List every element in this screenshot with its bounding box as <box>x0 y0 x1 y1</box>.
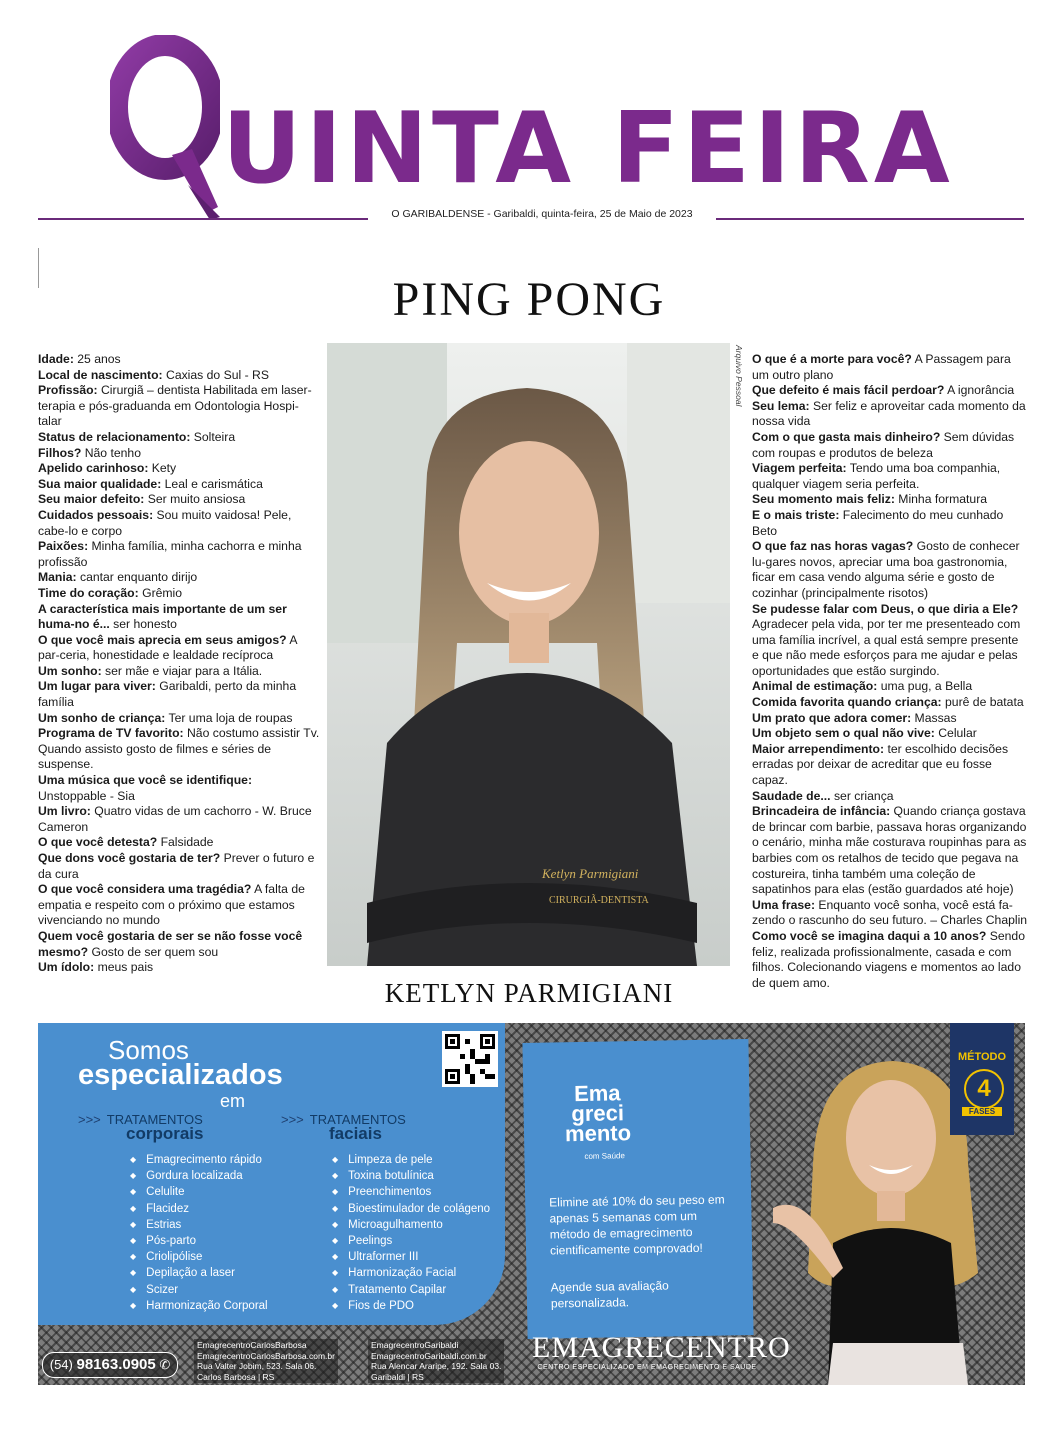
ad-contact-bar <box>38 1325 505 1385</box>
answer-text: Sendo feliz, realizada profissionalmente, casada e com filhos. Colecionando viagens e momentos ao lado de quem amo. <box>752 928 1025 990</box>
answer-text: Celular <box>934 726 977 741</box>
poster-body: Elimine até 10% do seu peso em apenas 5 semanas com um método de emagrecimento cientificamente comprovado! <box>549 1192 725 1258</box>
contact2-address: Rua Alencar Araripe, 192. Sala 03. <box>371 1361 502 1371</box>
question-label: Um lugar para viver: <box>38 679 156 694</box>
ad-list-item: ◆ Ultraformer III <box>332 1249 490 1265</box>
poster-subtitle: com Saúde <box>584 1151 625 1161</box>
answer-text: Sou muito vaidosa! Pele, cabe-lo e corpo <box>38 507 292 538</box>
ad-poster <box>522 1039 753 1339</box>
ad-list-item: ◆ Peelings <box>332 1233 490 1249</box>
question-label: Um livro: <box>38 804 91 819</box>
ad-list-item: ◆ Preenchimentos <box>332 1184 490 1200</box>
answer-text: 25 anos <box>73 352 121 366</box>
interview-item <box>752 492 1028 508</box>
answer-text: Gosto de conhecer lu-gares novos, apreciar uma boa gastronomia, ficar em casa vendo alguma série e gosto de cozinhar (principalmente risotos) <box>752 539 1020 600</box>
brand-logo: EMAGRECENTRO <box>532 1331 791 1364</box>
answer-text: purê de batata <box>941 695 1024 710</box>
question-label: O que faz nas horas vagas? <box>752 539 914 554</box>
answer-text: Não costumo assistir Tv. Quando assisto gosto de filmes e séries de suspense. <box>38 726 320 772</box>
interview-item <box>752 679 1028 695</box>
interview-item <box>752 508 1028 539</box>
section-title: PING PONG <box>392 273 666 326</box>
question-label: Seu momento mais feliz: <box>752 492 895 507</box>
ad-somos: Somos <box>108 1035 189 1065</box>
question-label: Que defeito é mais fácil perdoar? <box>752 383 945 398</box>
answer-text: Prever o futuro e da cura <box>38 851 315 881</box>
contact-carlos-barbosa <box>194 1339 338 1383</box>
question-label: Viagem perfeita: <box>752 461 847 476</box>
question-label: Seu maior defeito: <box>38 492 145 507</box>
answer-text: Solteira <box>190 429 236 444</box>
uniform-role-text: CIRURGIÃ-DENTISTA <box>549 895 649 906</box>
question-label: Um ídolo: <box>38 960 95 975</box>
answer-text: Unstoppable - Sia <box>38 788 135 803</box>
photo-credit: Arquivo Pessoal <box>734 345 744 407</box>
answer-text: Falsidade <box>157 835 214 850</box>
interview-item <box>752 383 1028 399</box>
question-label: Cuidados pessoais: <box>38 507 154 522</box>
answer-text: Tendo uma boa companhia, qualquer viagem seria perfeita. <box>752 461 1001 491</box>
question-label: Uma frase: <box>752 897 815 912</box>
contact1-city: Carlos Barbosa | RS <box>197 1371 275 1382</box>
question-label: Status de relacionamento: <box>38 429 191 444</box>
interview-item <box>752 461 1028 492</box>
answer-text: uma pug, a Bella <box>877 679 973 694</box>
ad-list-item: ◆ Microagulhamento <box>332 1217 490 1233</box>
question-label: O que você considera uma tragédia? <box>38 882 252 897</box>
poster-title: Ema greci mento <box>564 1080 632 1147</box>
question-label: Idade: <box>38 352 74 366</box>
question-label: Animal de estimação: <box>752 679 878 694</box>
answer-text: Não tenho <box>81 445 141 460</box>
interview-item <box>38 492 320 508</box>
interview-item <box>752 602 1028 680</box>
answer-text: Falecimento do meu cunhado Beto <box>752 507 1004 538</box>
interview-item <box>752 430 1028 461</box>
interview-item <box>38 352 320 368</box>
answer-text: ser mãe e viajar para a Itália. <box>101 663 263 678</box>
answer-text: Sem dúvidas com roupas e produtos de beleza <box>752 429 1015 460</box>
interview-item <box>38 664 320 680</box>
answer-text: A falta de empatia e respeito com o próximo que estamos vivenciando no mundo <box>38 882 305 928</box>
masthead-word-quinta: UINTA <box>222 92 576 206</box>
ad-list-item: ◆ Depilação a laser <box>130 1265 268 1281</box>
interview-item <box>752 789 1028 805</box>
answer-text: Agradecer pela vida, por ter me presenteado com uma família incrível, a qual está sempre presente e que não mede esforços para me ajudar e pelas oportunidades que estão surgindo. <box>752 617 1021 678</box>
interview-item <box>38 461 320 477</box>
contact1-address: Rua Valter Jobim, 523. Sala 06. <box>197 1361 317 1371</box>
answer-text: Quando criança gostava de brincar com barbie, passava horas organizando o cenário, minha mãe costurava roupinhas para as barbies com os retalhos de tecido que pegava na costureira, tinha também uma coleção de sapatinhos para elas (estão guardados até hoje) <box>752 804 1027 897</box>
question-label: O que você mais aprecia em seus amigos? <box>38 632 287 647</box>
contact1-website[interactable]: EmagrecentroCarlosBarbosa.com.br <box>197 1350 335 1361</box>
answer-text: Ser muito ansiosa <box>144 492 246 507</box>
question-label: Um sonho de criança: <box>38 710 166 725</box>
question-label: Uma música que você se identifique: <box>38 773 253 788</box>
whatsapp-phone[interactable]: (54) 98163.0905 ✆ <box>42 1352 178 1378</box>
ad-especializados: especializados <box>78 1059 283 1091</box>
answer-text: Massas <box>911 710 957 725</box>
answer-text: Enquanto você sonha, você está fa-zendo o rascunho do seu futuro. – Charles Chaplin <box>752 897 1028 928</box>
answer-text: Leal e carismática <box>161 476 263 491</box>
question-label: Que dons você gostaria de ter? <box>38 851 221 865</box>
interview-item <box>38 602 320 633</box>
question-label: Seu lema: <box>752 398 810 413</box>
ad-list-item: ◆ Bioestimulador de colágeno <box>332 1201 490 1217</box>
ad-list-item: ◆ Flacidez <box>130 1201 268 1217</box>
question-label: Comida favorita quando criança: <box>752 695 942 710</box>
ad-list-item: ◆ Gordura localizada <box>130 1168 268 1184</box>
answer-text: Grêmio <box>138 585 183 600</box>
ad-heading-faciais: >>> TRATAMENTOS faciais <box>281 1112 406 1143</box>
answer-text: A par-ceria, honestidade e lealdade recíproca <box>38 632 297 663</box>
interview-item <box>38 929 320 960</box>
interview-item <box>38 679 320 710</box>
interview-item <box>752 742 1028 789</box>
interview-item <box>38 633 320 664</box>
ad-list-item: ◆ Tratamento Capilar <box>332 1282 490 1298</box>
question-label: Profissão: <box>38 383 98 398</box>
interview-item <box>752 898 1028 929</box>
answer-text: cantar enquanto dirijo <box>76 570 198 585</box>
question-label: Local de nascimento: <box>38 367 163 382</box>
ad-list-item: ◆ Emagrecimento rápido <box>130 1152 268 1168</box>
dateline: O GARIBALDENSE - Garibaldi, quinta-feira, 25 de Maio de 2023 <box>391 208 693 220</box>
interview-item <box>38 960 320 976</box>
question-label: A característica mais importante de um ser huma-no é... <box>38 601 287 632</box>
answer-text: Kety <box>148 461 177 476</box>
interview-item <box>752 726 1028 742</box>
portrait-photo <box>327 343 730 966</box>
question-label: Com o que gasta mais dinheiro? <box>752 429 941 444</box>
answer-text: Caxias do Sul - RS <box>162 367 269 382</box>
ad-list-item: ◆ Celulite <box>130 1184 268 1200</box>
ad-list-corporais <box>130 1152 268 1314</box>
answer-text: Cirurgiã – dentista Habilitada em laser-terapia e pós-graduanda em Odontologia Hospi-talar <box>38 383 312 429</box>
ad-list-item: ◆ Scizer <box>130 1282 268 1298</box>
contact2-instagram[interactable]: EmagrecentroGaribaldi <box>371 1340 459 1350</box>
interview-item <box>752 711 1028 727</box>
question-label: Apelido carinhoso: <box>38 461 149 476</box>
interview-item <box>752 695 1028 711</box>
masthead-rule-right <box>716 218 1024 220</box>
question-label: O que é a morte para você? <box>752 352 912 366</box>
answer-text: Garibaldi, perto da minha família <box>38 679 297 710</box>
masthead <box>0 0 1058 250</box>
masthead-rule-left <box>38 218 368 220</box>
uniform-name-text: Ketlyn Parmigiani <box>542 866 639 881</box>
interview-item <box>38 430 320 446</box>
interview-item <box>752 352 1028 383</box>
question-label: Se pudesse falar com Deus, o que diria a Ele? <box>752 601 1019 616</box>
ad-list-item: ◆ Toxina botulínica <box>332 1168 490 1184</box>
answer-text: Gosto de ser quem sou <box>88 944 219 959</box>
answer-text: ser criança <box>830 788 894 803</box>
ad-list-item: ◆ Criolipólise <box>130 1249 268 1265</box>
masthead-word-feira: FEIRA <box>612 92 954 206</box>
interview-item <box>38 851 320 882</box>
question-label: Quem você gostaria de ser se não fosse você mesmo? <box>38 928 303 959</box>
ad-list-faciais <box>332 1152 490 1314</box>
interview-item <box>38 446 320 462</box>
interview-right-column <box>752 352 1028 991</box>
poster-cta: Agende sua avaliação personalizada. <box>550 1278 669 1311</box>
answer-text: ter escolhido decisões erradas por deixar de acreditar que eu fosse capaz. <box>752 741 1009 788</box>
interview-item <box>38 383 320 430</box>
question-label: Um prato que adora comer: <box>752 710 912 725</box>
interview-item <box>752 539 1028 601</box>
question-label: Paixões: <box>38 539 89 554</box>
contact-garibaldi <box>368 1339 504 1383</box>
interview-left-column <box>38 352 320 976</box>
contact2-website[interactable]: EmagrecentroGaribaldi.com.br <box>371 1350 487 1361</box>
ad-list-item: ◆ Harmonização Facial <box>332 1265 490 1281</box>
interview-item <box>38 804 320 835</box>
interviewee-name: KETLYN PARMIGIANI <box>384 978 674 1008</box>
answer-text: Ter uma loja de roupas <box>165 710 293 725</box>
interview-item <box>38 368 320 384</box>
advertisement <box>38 1023 1025 1385</box>
question-label: Brincadeira de infância: <box>752 804 891 819</box>
ad-list-item: ◆ Fios de PDO <box>332 1298 490 1314</box>
ad-list-item: ◆ Limpeza de pele <box>332 1152 490 1168</box>
contact2-city: Garibaldi | RS <box>371 1371 424 1382</box>
question-label: Um objeto sem o qual não vive: <box>752 726 935 741</box>
ad-list-item: ◆ Estrias <box>130 1217 268 1233</box>
question-label: Maior arrependimento: <box>752 741 885 756</box>
question-label: Filhos? <box>38 445 82 460</box>
interview-item <box>752 804 1028 898</box>
ad-heading-corporais: >>> TRATAMENTOS corporais <box>78 1112 204 1143</box>
answer-text: Minha família, minha cachorra e minha profissão <box>38 539 302 569</box>
question-label: Programa de TV favorito: <box>38 726 184 741</box>
interview-item <box>38 711 320 727</box>
interview-item <box>38 586 320 602</box>
interview-item <box>38 835 320 851</box>
question-label: Sua maior qualidade: <box>38 476 162 491</box>
q-logo-letter <box>110 35 220 220</box>
answer-text: Minha formatura <box>894 492 988 507</box>
portrait-illustration <box>327 343 730 966</box>
interview-item <box>38 882 320 929</box>
answer-text: A ignorância <box>944 383 1015 398</box>
question-label: Um sonho: <box>38 663 102 678</box>
interview-item <box>752 399 1028 430</box>
question-label: Time do coração: <box>38 585 139 600</box>
question-label: Como você se imagina daqui a 10 anos? <box>752 928 987 943</box>
question-label: E o mais triste: <box>752 507 840 522</box>
ad-list-item: ◆ Harmonização Corporal <box>130 1298 268 1314</box>
answer-text: meus pais <box>94 960 154 975</box>
brand-tagline: CENTRO ESPECIALIZADO EM EMAGRECIMENTO E SAÚDE <box>537 1364 757 1371</box>
ad-em: em <box>220 1091 246 1111</box>
question-label: Mania: <box>38 570 77 585</box>
interview-item <box>38 726 320 773</box>
interview-item <box>38 508 320 539</box>
answer-text: A Passagem para um outro plano <box>752 352 1011 382</box>
qr-code-icon[interactable] <box>442 1031 498 1087</box>
interview-item <box>38 477 320 493</box>
interview-item <box>38 570 320 586</box>
whatsapp-icon: ✆ <box>159 1357 171 1372</box>
contact1-instagram[interactable]: EmagrecentroCarlosBarbosa <box>197 1340 307 1350</box>
answer-text: Quatro vidas de um cachorro - W. Bruce Cameron <box>38 804 312 834</box>
interview-item <box>38 773 320 804</box>
ad-treatments-panel <box>38 1023 505 1325</box>
interview-item <box>38 539 320 570</box>
question-label: O que você detesta? <box>38 835 158 850</box>
answer-text: Ser feliz e aproveitar cada momento da nossa vida <box>752 398 1026 429</box>
method-badge: MÉTODO 4 FASES <box>950 1023 1014 1135</box>
answer-text: ser honesto <box>109 617 177 632</box>
question-label: Saudade de... <box>752 788 831 803</box>
ad-list-item: ◆ Pós-parto <box>130 1233 268 1249</box>
